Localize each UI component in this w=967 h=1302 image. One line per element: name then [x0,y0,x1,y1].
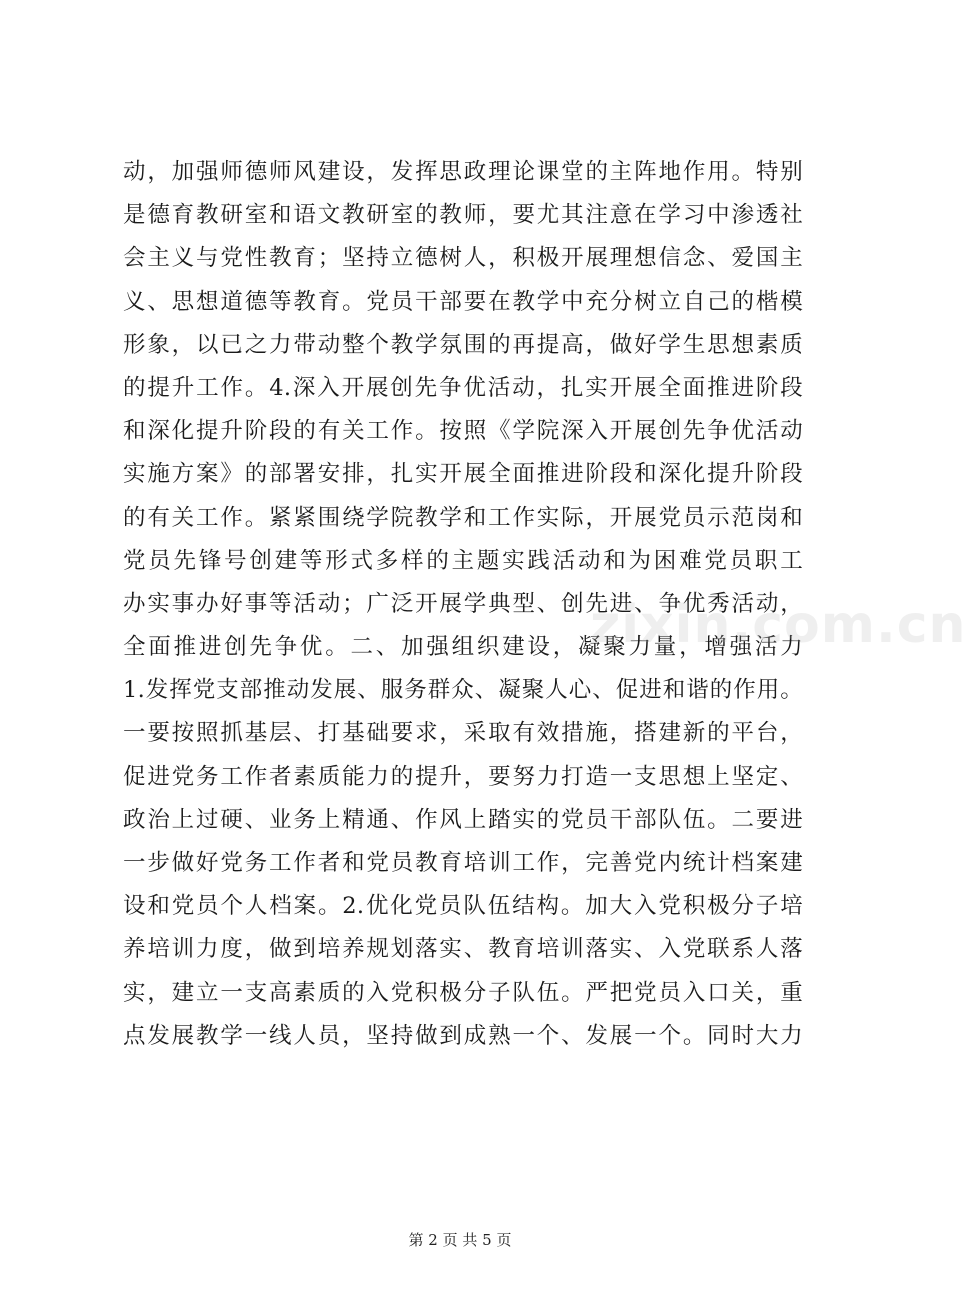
text-line: 1.发挥党支部推动发展、服务群众、凝聚人心、促进和谐的作用。 [123,677,803,704]
text-line: 形象，以已之力带动整个教学氛围的再提高，做好学生思想素质 [123,331,803,358]
text-line: 养培训力度，做到培养规划落实、教育培训落实、入党联系人落 [123,936,803,963]
text-line: 动，加强师德师风建设，发挥思政理论课堂的主阵地作用。特别 [123,159,803,185]
text-line: 会主义与党性教育；坚持立德树人，积极开展理想信念、爱国主 [123,245,803,272]
text-line: 全面推进创先争优。二、加强组织建设，凝聚力量，增强活力 [123,634,803,661]
text-line: 的有关工作。紧紧围绕学院教学和工作实际，开展党员示范岗和 [123,504,803,531]
text-line: 的提升工作。4.深入开展创先争优活动，扎实开展全面推进阶段 [123,374,803,401]
text-line: 一步做好党务工作者和党员教育培训工作，完善党内统计档案建 [123,850,803,876]
text-line: 和深化提升阶段的有关工作。按照《学院深入开展创先争优活动 [123,418,803,445]
watermark: zixin.com.cn [590,595,967,655]
text-line: 办实事办好事等活动；广泛开展学典型、创先进、争优秀活动， [123,590,803,617]
page-number-footer: 第 2 页 共 5 页 [408,1231,512,1249]
text-line: 义、思想道德等教育。党员干部要在教学中充分树立自己的楷模 [123,288,803,315]
text-line: 实施方案》的部署安排，扎实开展全面推进阶段和深化提升阶段 [123,461,803,488]
text-line: 党员先锋号创建等形式多样的主题实践活动和为困难党员职工 [123,547,803,574]
text-line: 一要按照抓基层、打基础要求，采取有效措施，搭建新的平台， [123,720,803,747]
text-line: 政治上过硬、业务上精通、作风上踏实的党员干部队伍。二要进 [123,806,803,833]
text-line: 点发展教学一线人员，坚持做到成熟一个、发展一个。同时大力 [123,1022,803,1049]
text-line: 设和党员个人档案。2.优化党员队伍结构。加大入党积极分子培 [123,893,803,920]
text-line: 促进党务工作者素质能力的提升，要努力打造一支思想上坚定、 [123,763,803,790]
text-line: 实，建立一支高素质的入党积极分子队伍。严把党员入口关，重 [123,979,803,1006]
text-line: 是德育教研室和语文教研室的教师，要尤其注意在学习中渗透社 [123,202,803,229]
